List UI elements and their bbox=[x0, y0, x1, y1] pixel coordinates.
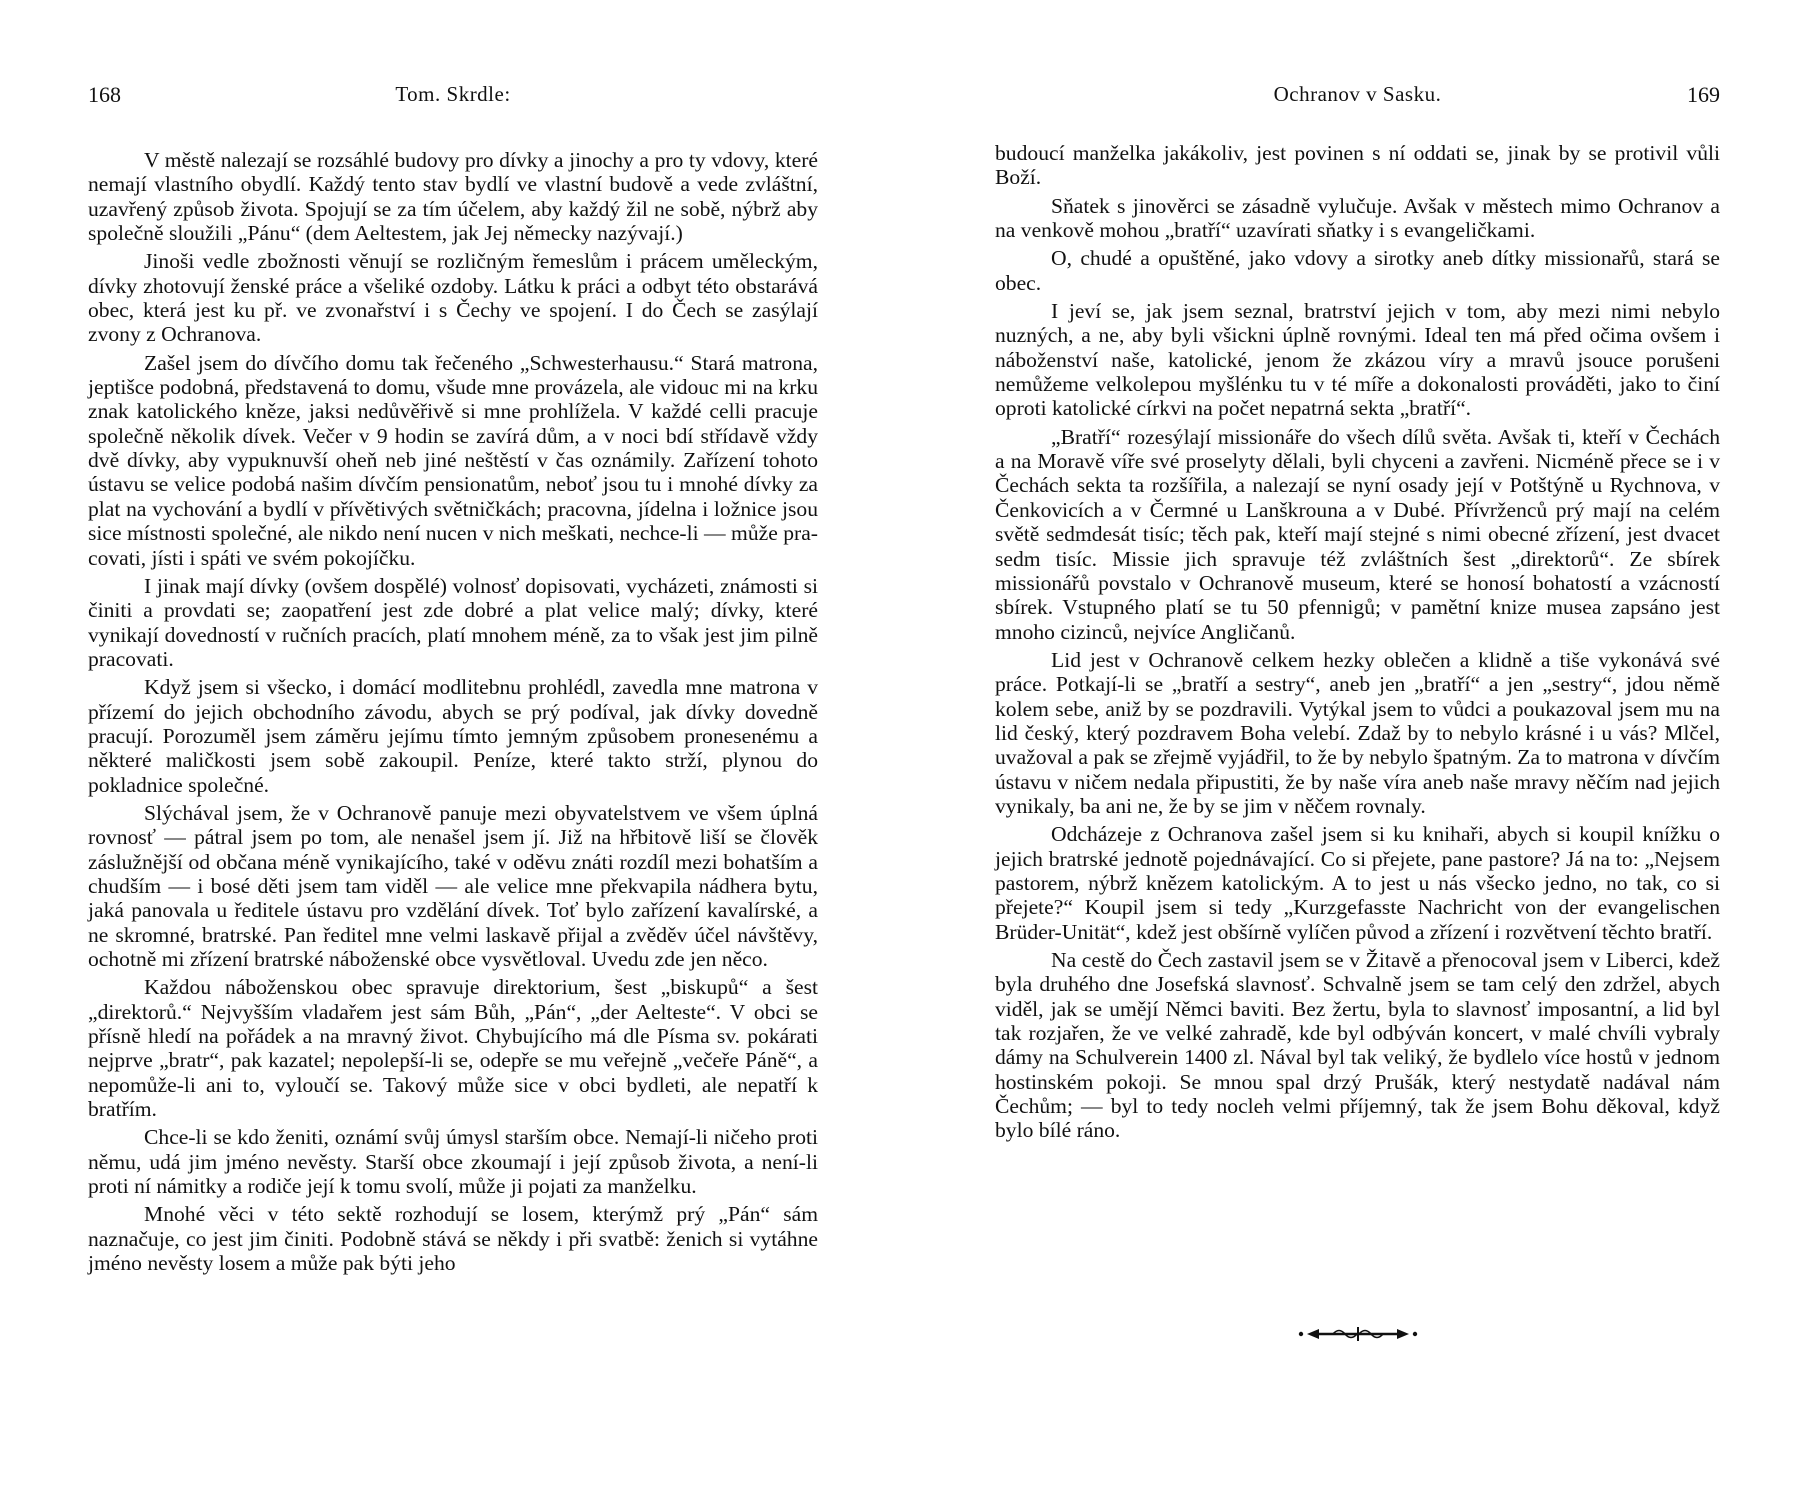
right-body-text bbox=[995, 141, 1720, 1147]
left-running-title: Tom. Skrdle: bbox=[395, 82, 511, 106]
paragraph: V městě nalezají se rozsáhlé budovy pro dívky a jinochy a pro ty vdovy, které nemají vlastního obydlí. Každý tento stav bydlí ve vlastní budově a vede zvláštní, uzavřený způsob života. Spojují se za tím účelem, aby každý žil ne sobě, nýbrž aby společně sloužili „Pánu“ (dem Aeltestem, jak Jej německy nazývají.) bbox=[88, 148, 818, 246]
paragraph: budoucí manželka jakákoliv, jest povinen s ní oddati se, jinak by se protivil vůli Boží. bbox=[995, 141, 1720, 190]
paragraph: I jinak mají dívky (ovšem dospělé) volnosť dopisovati, vycházeti, známosti si činiti a provdati se; zaopatření jest zde dobré a plat velice malý; dívky, které vynikají dovedností v ručních pracích, platí mnohem méně, za to však jest jim pilně pracovati. bbox=[88, 573, 818, 671]
paragraph: Odcházeje z Ochranova zašel jsem si ku knihaři, abych si koupil knížku o jejich bratrské jednotě pojednávající. Co si přejete, pane pastore? Já na to: „Nejsem pastorem, nýbrž knězem katolickým. A to jest u nás všecko jedno, no tak, co si přejete?“ Koupil jsem si tedy „Kurzgefasste Nachricht von der evangelischen Brüder-Unität“, kdež jest obšírně vylíčen původ a zřízení i rozvětvení těchto bratří. bbox=[995, 822, 1720, 944]
paragraph: Jinoši vedle zbožnosti věnují se rozličným řemeslům i prácem uměleckým, dívky zhotovují ženské práce a všeliké ozdoby. Látku k práci a odbyt této obstarává obec, která jest ku př. ve zvonařství i s Čechy ve spojení. I do Čech se zasýlají zvony z Ochranova. bbox=[88, 249, 818, 347]
paragraph: Slýchával jsem, že v Ochranově panuje mezi obyvatelstvem ve všem úplná rovnosť — pátral jsem po tom, ale nenašel jsem jí. Již na hřbitově liší se člověk záslužnější od občana méně vynikajícího, také v oděvu znáti rozdíl mezi bohatším a chudším — i bosé děti jsem tam viděl — ale velice mne překvapila nádhera bytu, jaká panovala u ředitele ústavu pro vzdělání dívek. Toť bylo zařízení kavalírské, a ne skromné, bratrské. Pan ředitel mne velmi laskavě přijal a zvěděv účel návštěvy, ochotně mi zřízení bratrské náboženské obce vysvětloval. Uvedu zde jen něco. bbox=[88, 800, 818, 971]
paragraph: Na cestě do Čech zastavil jsem se v Žitavě a přenocoval jsem v Liberci, kdež byla druhého dne Josefská slavnosť. Schvalně jsem se tam celý den zdržel, abych viděl, jak se umějí Němci baviti. Bez žertu, byla to slavnosť imposantní, a lid byl tak rozjařen, že ve velké zahradě, kde byl odbýván koncert, v malé chvíli vybraly dámy na Schulverein 1400 zl. Nával byl tak veliký, že bydlelo více hostů v jednom hostinském pokoji. Se mnou spal drzý Prušák, který nestydatě nadával nám Čechům; — byl to tedy nocleh velmi příjemný, tak že jsem Bohu děkoval, když bylo bílé ráno. bbox=[995, 948, 1720, 1143]
left-running-head bbox=[88, 82, 818, 112]
paragraph: Lid jest v Ochranově celkem hezky oblečen a klidně a tiše vykonává své práce. Potkají-li se „bratří a sestry“, aneb jen „bratří“ a jen „sestry“, jdou němě kolem sebe, aniž by se pozdravili. Vytýkal jsem to vůdci a poukazoval jsem mu na lid český, který pozdravem Boha velebí. Zdaž by to nebylo krásné i u vás? Mlčel, uvažoval a pak se zřejmě vyjádřil, to že by nebylo špatným. Za to matrona v dívčím ústavu v ničem nedala připustiti, že by naše víra aneb naše mravy něčím nad jejich vynikaly, ba ani ne, že by se jim v něčem rovnaly. bbox=[995, 647, 1720, 818]
paragraph: Mnohé věci v této sektě rozhodují se losem, kterýmž prý „Pán“ sám naznačuje, co jest jim činiti. Podobně stává se někdy i při svatbě: ženich si vytáhne jméno nevěsty losem a může pak býti jeho bbox=[88, 1202, 818, 1276]
right-running-head bbox=[995, 82, 1720, 112]
left-body-text bbox=[88, 148, 818, 1279]
left-page bbox=[88, 0, 818, 1500]
right-page-number: 169 bbox=[1687, 82, 1720, 107]
right-running-title: Ochranov v Sasku. bbox=[1273, 82, 1442, 106]
paragraph: Když jsem si všecko, i domácí modlitebnu prohlédl, zavedla mne matrona v přízemí do jejich obchodního závodu, abych se prý podíval, jak dívky dovedně pracují. Porozuměl jsem záměru jejímu tímto jemným způsobem pronesenému a některé maličkosti jsem sobě zakoupil. Peníze, které takto strží, plynou do pokladnice společné. bbox=[88, 675, 818, 797]
paragraph: Chce-li se kdo ženiti, oznámí svůj úmysl starším obce. Nemají-li ničeho proti němu, udá jim jméno nevěsty. Starší obce zkoumají i její způsob života, a není-li proti ní námitky a rodiče její k tomu svolí, může ji pojati za manželku. bbox=[88, 1125, 818, 1199]
paragraph: Zašel jsem do dívčího domu tak řečeného „Schwesterhausu.“ Stará matrona, jeptišce podobná, představená to domu, všude mne provázela, ale vidouc mi na krku znak katolického kněze, jaksi nedůvěřivě si mne prohlížela. V každé celli pracuje společně několik dívek. Večer v 9 hodin se zavírá dům, a v noci bdí střídavě vždy dvě dívky, aby vypuknuvší oheň neb jiné neštěstí v čas oznámily. Zařízení tohoto ústavu se velice podobá našim dívčím pensionatům, neboť jsou tu i mnohé dívky za plat na vychování a bydlí v přívětivých světničkách; pracovna, jídelna i ložnice jsou sice místnosti společné, ale nikdo není nucen v nich meškati, nechce-li — může pracovati, jísti i spáti ve svém pokojíčku. bbox=[88, 350, 818, 570]
paragraph: Každou náboženskou obec spravuje direktorium, šest „biskupů“ a šest „direktorů.“ Nejvyšším vladařem jest sám Bůh, „Pán“, „der Aelteste“. V obci se přísně hledí na pořádek a na mravný život. Chybujícího má dle Písma sv. pokárati nejprve „bratr“, pak kazatel; nepolepší-li se, odepře se mu veřejně „večeře Páně“, a nepomůže-li ani to, vyloučí se. Takový může sice v obci bydleti, ale nepatří k bratřím. bbox=[88, 975, 818, 1122]
right-page bbox=[995, 0, 1720, 1500]
paragraph: Sňatek s jinověrci se zásadně vylučuje. Avšak v městech mimo Ochranov a na venkově mohou „bratří“ uzavírati sňatky i s evangeličkami. bbox=[995, 193, 1720, 243]
paragraph: „Bratří“ rozesýlají missionáře do všech dílů světa. Avšak ti, kteří v Čechách a na Moravě víře své proselyty dělali, byli chyceni a zavřeni. Nicméně přece se i v Čechách sekta ta rozšířila, a nalezají se nyní osady její v Potštýně u Rychnova, v Čenkovicích a v Čermné u Lanškrouna a v Dubé. Přívrženců prý mají na celém světě sedmdesát tisíc; těch pak, kteří mají stejné s nimi obecné zřízení, jest dvacet sedm tisíc. Missie jich spravuje též zvláštních šest „direktorů“. Ze sbírek missionářů povstalo v Ochranově museum, které se honosí bohatostí a vzácností sbírek. Vstupného platí se tu 50 pfennigů; v pamětní knize musea zapsáno jest mnoho cizinců, nejvíce Angličanů. bbox=[995, 424, 1720, 644]
paragraph: O, chudé a opuštěné, jako vdovy a sirotky aneb dítky missionařů, stará se obec. bbox=[995, 246, 1720, 295]
left-page-number: 168 bbox=[88, 82, 121, 107]
ornament-graphic bbox=[1293, 1323, 1423, 1345]
paragraph: I jeví se, jak jsem seznal, bratrství jejich v tom, aby mezi nimi nebylo nuzných, a ne, aby byli všickni úplně rovnými. Ideal ten má před očima ovšem i náboženství naše, katolické, jenom že zkázou víry a mravů jsouce porušeni nemůžeme velkolepou myšlénku tu v té míře a dokonalosti prováděti, jako to činí oproti katolické církvi na počet nepatrná sekta „bratří“. bbox=[995, 299, 1720, 421]
ornament-icon bbox=[995, 1322, 1720, 1346]
